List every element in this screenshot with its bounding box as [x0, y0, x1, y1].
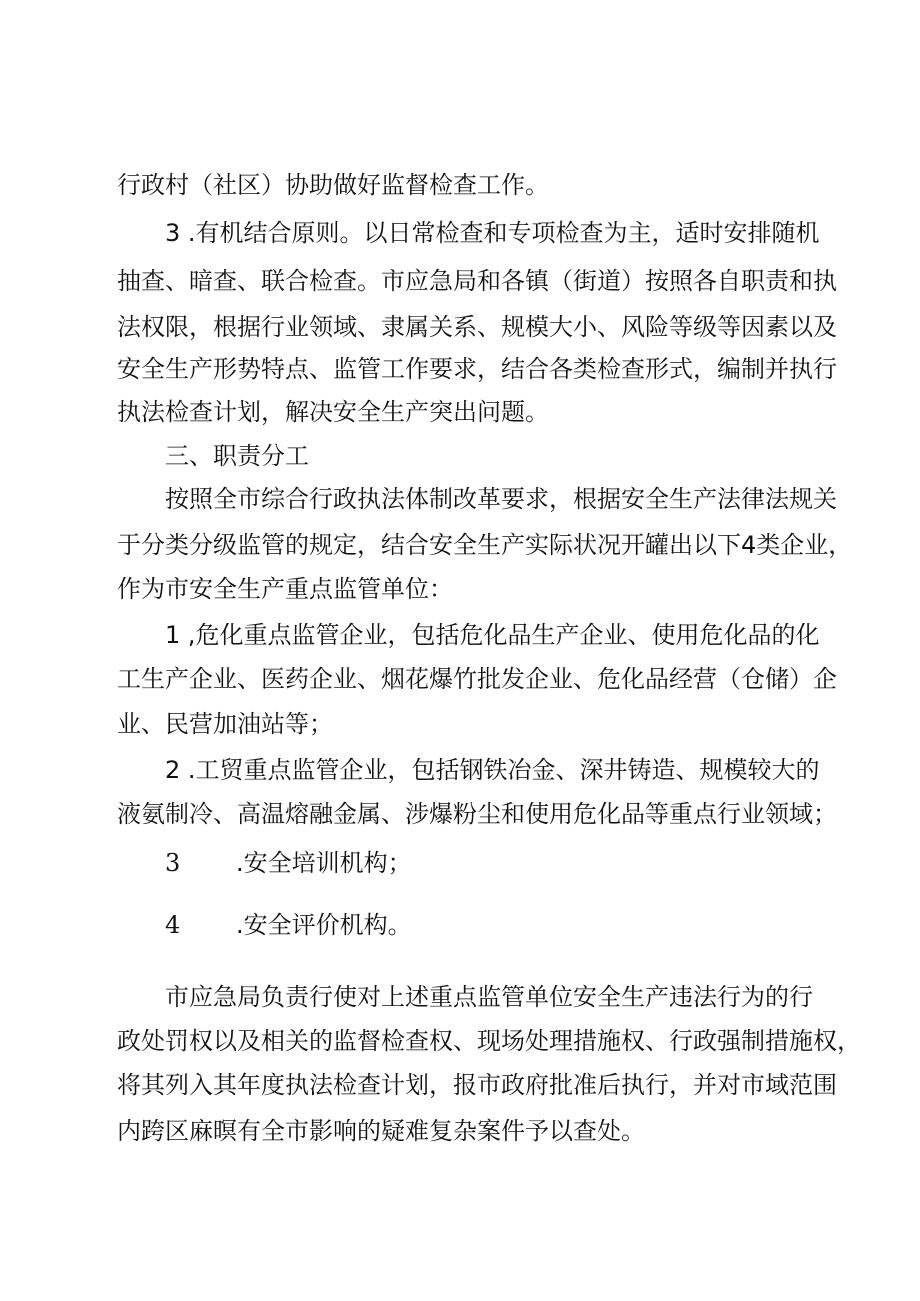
paragraph-line: 抽查、暗查、联合检查。市应急局和各镇（街道）按照各自职责和执 — [117, 267, 837, 295]
paragraph-line: 市应急局负责行使对上述重点监管单位安全生产违法行为的行 — [165, 983, 813, 1011]
paragraph-line: 安全生产形势特点、监管工作要求，结合各类检查形式，编制并执行 — [117, 355, 837, 383]
paragraph-line: 1 ,危化重点监管企业，包括危化品生产企业、使用危化品的化 — [165, 621, 820, 649]
paragraph-line: 将其列入其年度执法检查计划，报市政府批准后执行，并对市域范围 — [117, 1071, 837, 1099]
paragraph-line: 2 .工贸重点监管企业，包括钢铁冶金、深井铸造、规模较大的 — [165, 756, 820, 784]
paragraph-line: 执法检查计划，解决安全生产突出问题。 — [117, 398, 549, 426]
paragraph-line: 行政村（社区）协助做好监督检查工作。 — [117, 171, 549, 199]
paragraph-line: 于分类分级监管的规定，结合安全生产实际状况开罐出以下4类企业， — [117, 531, 853, 559]
paragraph-line: 液氨制冷、高温熔融金属、涉爆粉尘和使用危化品等重点行业领域； — [117, 800, 837, 828]
list-item-text: .安全培训机构； — [236, 849, 412, 877]
paragraph-line: 作为市安全生产重点监管单位： — [117, 575, 453, 603]
paragraph-line: 政处罚权以及相关的监督检查权、现场处理措施权、行政强制措施权， — [117, 1027, 861, 1055]
paragraph-line: 3 .有机结合原则。以日常检查和专项检查为主，适时安排随机 — [165, 219, 820, 247]
section-heading: 三、职责分工 — [165, 442, 309, 470]
paragraph-line: 按照全市综合行政执法体制改革要求，根据安全生产法律法规关 — [165, 485, 837, 513]
paragraph-line: 业、民营加油站等； — [117, 710, 333, 738]
paragraph-line: 内跨区麻暝有全市影响的疑难复杂案件予以查处。 — [117, 1117, 645, 1145]
paragraph-line: 法权限，根据行业领域、隶属关系、规模大小、风险等级等因素以及 — [117, 313, 837, 341]
list-item-number: 4 — [165, 911, 181, 939]
paragraph-line: 工生产企业、医药企业、烟花爆竹批发企业、危化品经营（仓储）企 — [117, 665, 837, 693]
list-item-number: 3 — [165, 849, 181, 877]
list-item-text: .安全评价机构。 — [236, 911, 412, 939]
